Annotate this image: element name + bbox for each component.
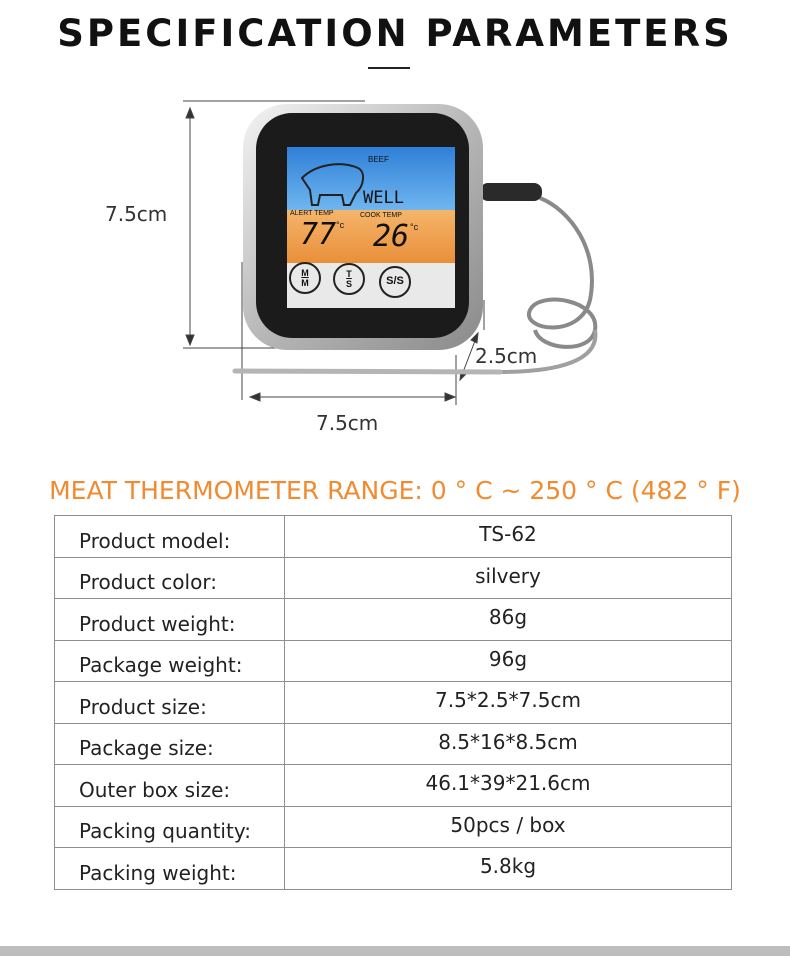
table-row — [55, 516, 732, 558]
table-row — [55, 557, 732, 599]
spec-value: 5.8kg — [285, 848, 732, 890]
spec-value: TS-62 — [285, 516, 732, 558]
specification-table — [54, 515, 732, 890]
button-mode-top: M — [301, 268, 309, 278]
table-row — [55, 682, 732, 724]
spec-value: silvery — [285, 557, 732, 599]
spec-label: Product weight: — [55, 599, 285, 641]
dimension-depth-label: 2.5cm — [475, 344, 538, 368]
spec-label: Product size: — [55, 682, 285, 724]
screen-cook-value: 26 — [373, 219, 410, 254]
spec-value: 8.5*16*8.5cm — [285, 723, 732, 765]
footer-bar — [0, 946, 790, 956]
screen-cook-label: COOK TEMP — [360, 212, 402, 219]
screen-doneness: WELL — [363, 188, 404, 208]
table-row — [55, 723, 732, 765]
screen-meat-label: BEEF — [368, 155, 389, 164]
spec-label: Package weight: — [55, 640, 285, 682]
spec-label: Product model: — [55, 516, 285, 558]
table-row — [55, 848, 732, 890]
screen-alert-label: ALERT TEMP — [290, 210, 334, 217]
button-timer-bottom: S — [345, 279, 352, 289]
spec-label: Packing weight: — [55, 848, 285, 890]
spec-label: Outer box size: — [55, 765, 285, 807]
table-row — [55, 640, 732, 682]
table-row — [55, 806, 732, 848]
button-mode-bottom: M — [301, 278, 309, 288]
table-row — [55, 599, 732, 641]
spec-value: 86g — [285, 599, 732, 641]
button-mode[interactable] — [290, 264, 320, 294]
button-timer[interactable] — [334, 265, 364, 295]
screen-alert-unit: °c — [336, 220, 345, 230]
table-row — [55, 765, 732, 807]
dimension-height-label: 7.5cm — [105, 202, 168, 226]
temperature-range-heading: MEAT THERMOMETER RANGE: 0 ° C ~ 250 ° C (482 ° F) — [49, 476, 741, 505]
spec-value: 96g — [285, 640, 732, 682]
page-title: SPECIFICATION PARAMETERS — [57, 12, 733, 55]
screen-alert-value: 77 — [300, 217, 337, 252]
spec-value: 7.5*2.5*7.5cm — [285, 682, 732, 724]
dimension-width-label: 7.5cm — [316, 411, 379, 435]
button-timer-top: T — [346, 269, 352, 279]
spec-label: Product color: — [55, 557, 285, 599]
spec-label: Package size: — [55, 723, 285, 765]
spec-value: 46.1*39*21.6cm — [285, 765, 732, 807]
spec-label: Packing quantity: — [55, 806, 285, 848]
screen-cook-unit: °c — [410, 222, 419, 232]
spec-value: 50pcs / box — [285, 806, 732, 848]
button-start-stop[interactable]: S/S — [386, 275, 404, 287]
